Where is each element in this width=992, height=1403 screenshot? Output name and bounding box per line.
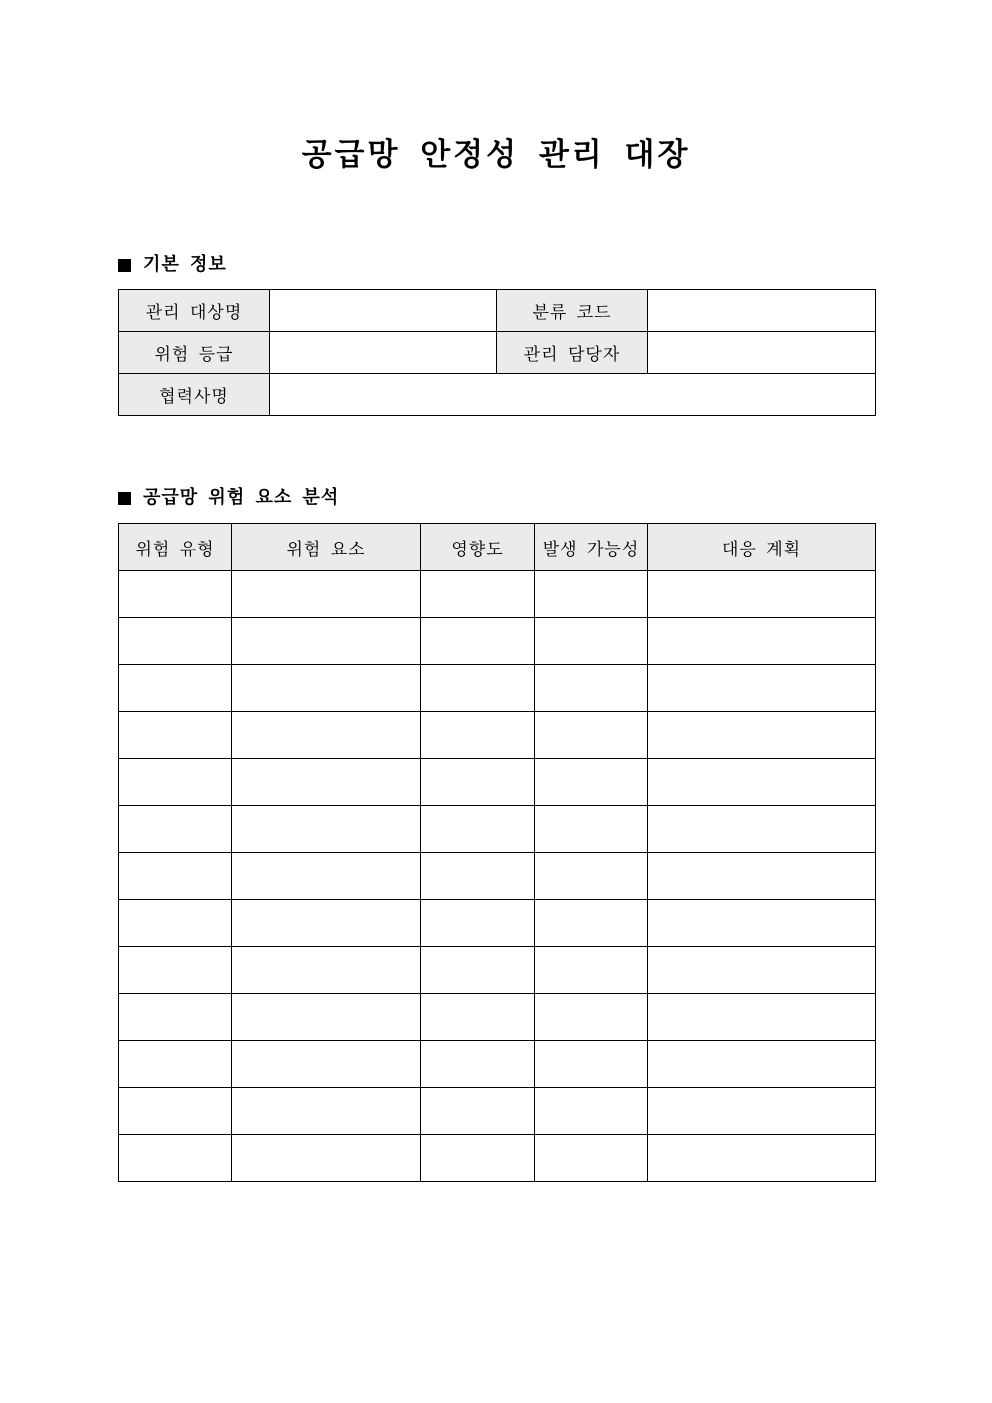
impact-cell[interactable]	[421, 759, 535, 806]
likelihood-cell[interactable]	[535, 618, 648, 665]
table-row	[119, 994, 876, 1041]
likelihood-cell[interactable]	[535, 665, 648, 712]
risk-type-cell[interactable]	[119, 900, 232, 947]
header-response-plan: 대응 계획	[648, 524, 876, 571]
table-row	[119, 1041, 876, 1088]
impact-cell[interactable]	[421, 1088, 535, 1135]
risk-factor-cell[interactable]	[232, 806, 421, 853]
header-risk-factor: 위험 요소	[232, 524, 421, 571]
risk-factor-cell[interactable]	[232, 853, 421, 900]
table-row	[119, 806, 876, 853]
risk-factor-cell[interactable]	[232, 1135, 421, 1182]
basic-info-table	[118, 289, 876, 416]
likelihood-cell[interactable]	[535, 1088, 648, 1135]
likelihood-cell[interactable]	[535, 712, 648, 759]
response-plan-cell[interactable]	[648, 994, 876, 1041]
table-row	[119, 900, 876, 947]
risk-factor-cell[interactable]	[232, 618, 421, 665]
risk-type-cell[interactable]	[119, 665, 232, 712]
response-plan-cell[interactable]	[648, 947, 876, 994]
risk-type-cell[interactable]	[119, 806, 232, 853]
risk-factor-cell[interactable]	[232, 571, 421, 618]
category-code-label: 분류 코드	[497, 290, 648, 332]
likelihood-cell[interactable]	[535, 994, 648, 1041]
risk-factor-cell[interactable]	[232, 1041, 421, 1088]
likelihood-cell[interactable]	[535, 1135, 648, 1182]
document-title: 공급망 안정성 관리 대장	[301, 137, 691, 173]
risk-type-cell[interactable]	[119, 947, 232, 994]
manager-label: 관리 담당자	[497, 332, 648, 374]
impact-cell[interactable]	[421, 665, 535, 712]
target-name-label: 관리 대상명	[119, 290, 270, 332]
impact-cell[interactable]	[421, 571, 535, 618]
header-likelihood: 발생 가능성	[535, 524, 648, 571]
likelihood-cell[interactable]	[535, 759, 648, 806]
risk-factor-cell[interactable]	[232, 665, 421, 712]
response-plan-cell[interactable]	[648, 1041, 876, 1088]
impact-cell[interactable]	[421, 994, 535, 1041]
risk-analysis-table	[118, 523, 876, 1182]
table-row	[119, 853, 876, 900]
square-bullet-icon	[118, 259, 131, 272]
basic-info-row	[119, 290, 876, 332]
risk-type-cell[interactable]	[119, 1135, 232, 1182]
impact-cell[interactable]	[421, 853, 535, 900]
risk-factor-cell[interactable]	[232, 712, 421, 759]
impact-cell[interactable]	[421, 806, 535, 853]
response-plan-cell[interactable]	[648, 571, 876, 618]
risk-factor-cell[interactable]	[232, 759, 421, 806]
risk-table-header-row	[119, 524, 876, 571]
impact-cell[interactable]	[421, 900, 535, 947]
category-code-field[interactable]	[648, 290, 876, 332]
response-plan-cell[interactable]	[648, 1135, 876, 1182]
table-row	[119, 618, 876, 665]
risk-factor-cell[interactable]	[232, 900, 421, 947]
response-plan-cell[interactable]	[648, 900, 876, 947]
basic-info-row	[119, 332, 876, 374]
impact-cell[interactable]	[421, 1041, 535, 1088]
risk-grade-label: 위험 등급	[119, 332, 270, 374]
response-plan-cell[interactable]	[648, 759, 876, 806]
header-risk-type: 위험 유형	[119, 524, 232, 571]
likelihood-cell[interactable]	[535, 571, 648, 618]
risk-type-cell[interactable]	[119, 759, 232, 806]
table-row	[119, 665, 876, 712]
basic-info-section-label: 기본 정보	[143, 254, 227, 275]
partner-name-label: 협력사명	[119, 374, 270, 416]
header-impact: 영향도	[421, 524, 535, 571]
response-plan-cell[interactable]	[648, 806, 876, 853]
target-name-field[interactable]	[270, 290, 497, 332]
response-plan-cell[interactable]	[648, 665, 876, 712]
impact-cell[interactable]	[421, 947, 535, 994]
impact-cell[interactable]	[421, 618, 535, 665]
likelihood-cell[interactable]	[535, 1041, 648, 1088]
table-row	[119, 571, 876, 618]
risk-type-cell[interactable]	[119, 571, 232, 618]
risk-type-cell[interactable]	[119, 1041, 232, 1088]
square-bullet-icon	[118, 492, 131, 505]
risk-type-cell[interactable]	[119, 1088, 232, 1135]
risk-type-cell[interactable]	[119, 618, 232, 665]
table-row	[119, 712, 876, 759]
likelihood-cell[interactable]	[535, 947, 648, 994]
table-row	[119, 947, 876, 994]
impact-cell[interactable]	[421, 1135, 535, 1182]
basic-info-section-title	[118, 252, 227, 278]
table-row	[119, 1135, 876, 1182]
risk-factor-cell[interactable]	[232, 1088, 421, 1135]
risk-analysis-section-label: 공급망 위험 요소 분석	[143, 487, 340, 508]
basic-info-row	[119, 374, 876, 416]
impact-cell[interactable]	[421, 712, 535, 759]
likelihood-cell[interactable]	[535, 900, 648, 947]
risk-factor-cell[interactable]	[232, 994, 421, 1041]
response-plan-cell[interactable]	[648, 853, 876, 900]
manager-field[interactable]	[648, 332, 876, 374]
risk-type-cell[interactable]	[119, 712, 232, 759]
risk-type-cell[interactable]	[119, 853, 232, 900]
likelihood-cell[interactable]	[535, 853, 648, 900]
response-plan-cell[interactable]	[648, 712, 876, 759]
table-row	[119, 1088, 876, 1135]
risk-type-cell[interactable]	[119, 994, 232, 1041]
risk-factor-cell[interactable]	[232, 947, 421, 994]
risk-grade-field[interactable]	[270, 332, 497, 374]
table-row	[119, 759, 876, 806]
response-plan-cell[interactable]	[648, 1088, 876, 1135]
likelihood-cell[interactable]	[535, 806, 648, 853]
partner-name-field[interactable]	[270, 374, 876, 416]
response-plan-cell[interactable]	[648, 618, 876, 665]
risk-analysis-section-title	[118, 485, 339, 511]
